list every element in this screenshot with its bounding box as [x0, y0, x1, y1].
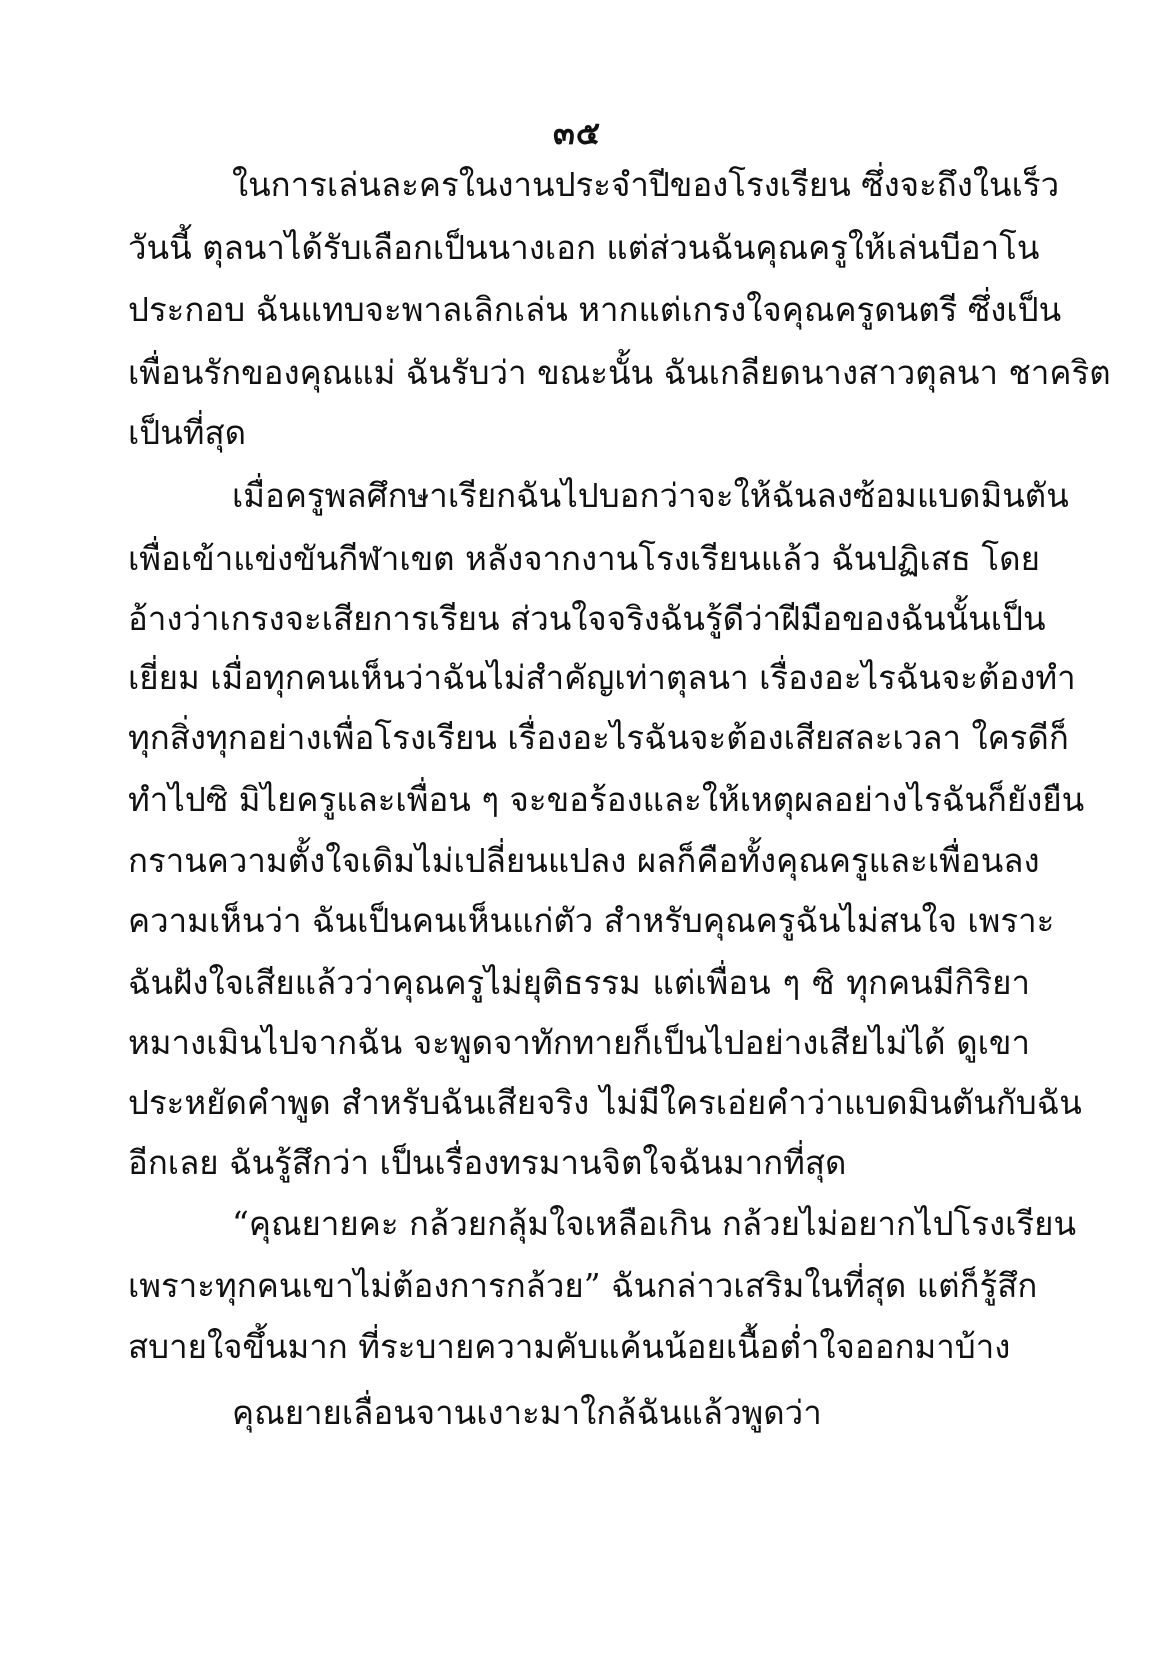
- paragraph-2-line-7: กรานความตั้งใจเดิมไม่เปลี่ยนแปลง ผลก็คือทั้งคุณครูและเพื่อนลง: [128, 841, 1040, 880]
- paragraph-2-line-5: ทุกสิ่งทุกอย่างเพื่อโรงเรียน เรื่องอะไรฉันจะต้องเสียสละเวลา ใครดีก็: [128, 718, 1069, 757]
- paragraph-2-line-9: ฉันฝังใจเสียแล้วว่าคุณครูไม่ยุติธรรม แต่เพื่อน ๆ ซิ ทุกคนมีกิริยา: [128, 963, 1030, 1002]
- paragraph-2-line-1: เมื่อครูพลศึกษาเรียกฉันไปบอกว่าจะให้ฉันลงซ้อมแบดมินตัน: [232, 476, 1069, 515]
- paragraph-2-line-3: อ้างว่าเกรงจะเสียการเรียน ส่วนใจจริงฉันรู้ดีว่าฝีมือของฉันนั้นเป็น: [128, 599, 1046, 638]
- paragraph-2-line-12: อีกเลย ฉันรู้สึกว่า เป็นเรื่องทรมานจิตใจฉันมากที่สุด: [128, 1143, 847, 1182]
- paragraph-2-line-10: หมางเมินไปจากฉัน จะพูดจาทักทายก็เป็นไปอย่างเสียไม่ได้ ดูเขา: [128, 1023, 1030, 1062]
- paragraph-3-line-3: สบายใจขึ้นมาก ที่ระบายความคับแค้นน้อยเนื้อต่ำใจออกมาบ้าง: [128, 1327, 1011, 1366]
- paragraph-1-line-1: ในการเล่นละครในงานประจำปีของโรงเรียน ซึ่งจะถึงในเร็ว: [232, 165, 1060, 204]
- paragraph-2-line-4: เยี่ยม เมื่อทุกคนเห็นว่าฉันไม่สำคัญเท่าตุลนา เรื่องอะไรฉันจะต้องทำ: [128, 658, 1076, 697]
- paragraph-2-line-11: ประหยัดคำพูด สำหรับฉันเสียจริง ไม่มีใครเอ่ยคำว่าแบดมินตันกับฉัน: [128, 1083, 1082, 1122]
- paragraph-4-line-1: คุณยายเลื่อนจานเงาะมาใกล้ฉันแล้วพูดว่า: [232, 1393, 822, 1432]
- paragraph-2-line-6: ทำไปซิ มิไยครูและเพื่อน ๆ จะขอร้องและให้เหตุผลอย่างไรฉันก็ยังยืน: [128, 780, 1085, 819]
- paragraph-1-line-3: ประกอบ ฉันแทบจะพาลเลิกเล่น หากแต่เกรงใจคุณครูดนตรี ซึ่งเป็น: [128, 290, 1062, 329]
- paragraph-3-line-2: เพราะทุกคนเขาไม่ต้องการกล้วย” ฉันกล่าวเสริมในที่สุด แต่ก็รู้สึก: [128, 1266, 1038, 1305]
- paragraph-2-line-8: ความเห็นว่า ฉันเป็นคนเห็นแก่ตัว สำหรับคุณครูฉันไม่สนใจ เพราะ: [128, 901, 1055, 940]
- paragraph-1-line-5: เป็นที่สุด: [128, 413, 247, 452]
- paragraph-3-line-1: “คุณยายคะ กล้วยกลุ้มใจเหลือเกิน กล้วยไม่อยากไปโรงเรียน: [232, 1204, 1076, 1243]
- paragraph-2-line-2: เพื่อเข้าแข่งขันกีฬาเขต หลังจากงานโรงเรียนแล้ว ฉันปฏิเสธ โดย: [128, 539, 1040, 578]
- paragraph-1-line-2: วันนี้ ตุลนาได้รับเลือกเป็นนางเอก แต่ส่วนฉันคุณครูให้เล่นบีอาโน: [128, 228, 1040, 267]
- paragraph-1-line-4: เพื่อนรักของคุณแม่ ฉันรับว่า ขณะนั้น ฉันเกลียดนางสาวตุลนา ชาคริต: [128, 353, 1111, 392]
- page-number: ๓๕: [552, 114, 602, 152]
